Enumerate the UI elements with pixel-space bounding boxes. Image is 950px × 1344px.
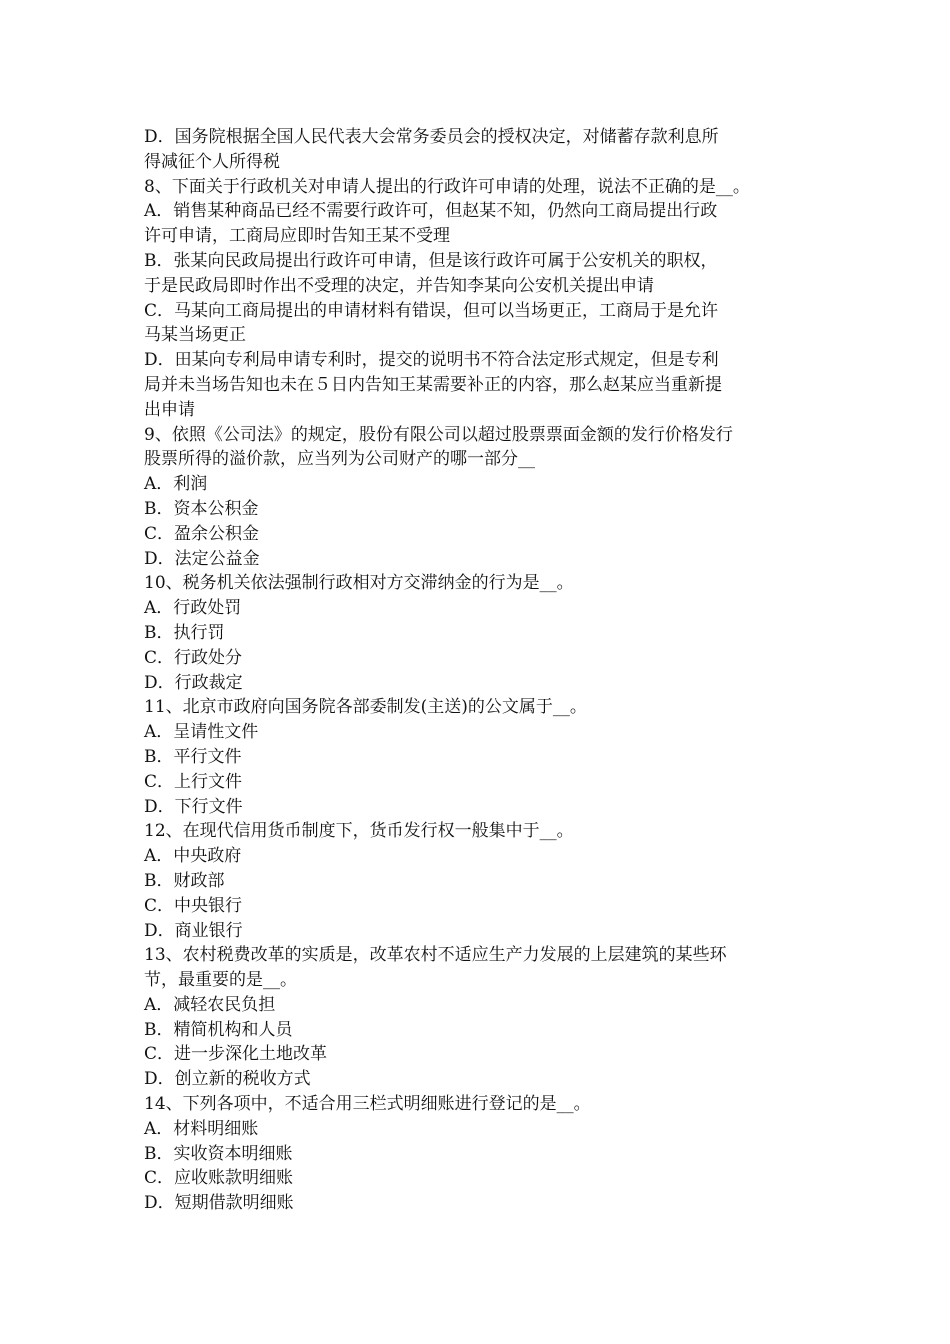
option-a: A．呈请性文件 bbox=[144, 722, 259, 743]
option-a: A．材料明细账 bbox=[144, 1118, 259, 1139]
option-c: C．进一步深化土地改革 bbox=[144, 1044, 328, 1065]
text-line: 股票所得的溢价款，应当列为公司财产的哪一部分__ bbox=[144, 449, 535, 470]
option-c: C．盈余公积金 bbox=[144, 523, 260, 544]
option-d: D．短期借款明细账 bbox=[144, 1193, 294, 1214]
option-a: A．减轻农民负担 bbox=[144, 994, 276, 1015]
text-line: 许可申请，工商局应即时告知王某不受理 bbox=[144, 226, 450, 247]
option-c: C．马某向工商局提出的申请材料有错误，但可以当场更正，工商局于是允许 bbox=[144, 300, 719, 321]
option-b: B．精简机构和人员 bbox=[144, 1019, 293, 1040]
option-b: B．执行罚 bbox=[144, 622, 225, 643]
option-b: B．平行文件 bbox=[144, 746, 242, 767]
option-a: A．行政处罚 bbox=[144, 598, 242, 619]
option-c: C．行政处分 bbox=[144, 647, 243, 668]
option-d: D．创立新的税收方式 bbox=[144, 1069, 311, 1090]
option-d: D．田某向专利局申请专利时，提交的说明书不符合法定形式规定，但是专利 bbox=[144, 350, 719, 371]
option-a: A．中央政府 bbox=[144, 846, 242, 867]
question-14: 14、下列各项中，不适合用三栏式明细账进行登记的是__。 bbox=[144, 1094, 591, 1115]
option-b: B．资本公积金 bbox=[144, 498, 259, 519]
text-line: 局并未当场告知也未在５日内告知王某需要补正的内容，那么赵某应当重新提 bbox=[144, 374, 722, 395]
question-8: 8、下面关于行政机关对申请人提出的行政许可申请的处理，说法不正确的是__。 bbox=[144, 176, 750, 197]
option-b: B．财政部 bbox=[144, 870, 225, 891]
question-9: 9、依照《公司法》的规定，股份有限公司以超过股票票面金额的发行价格发行 bbox=[144, 424, 733, 445]
document-page bbox=[144, 125, 814, 1216]
option-b: B．实收资本明细账 bbox=[144, 1143, 293, 1164]
option-d: D．法定公益金 bbox=[144, 548, 260, 569]
option-c: C．应收账款明细账 bbox=[144, 1168, 294, 1189]
text-line: 出申请 bbox=[144, 399, 195, 420]
option-b: B．张某向民政局提出行政许可申请，但是该行政许可属于公安机关的职权， bbox=[144, 250, 718, 271]
option-d: D．下行文件 bbox=[144, 796, 243, 817]
option-d: D．商业银行 bbox=[144, 920, 243, 941]
question-10: 10、税务机关依法强制行政相对方交滞纳金的行为是__。 bbox=[144, 573, 574, 594]
option-d: D．行政裁定 bbox=[144, 672, 243, 693]
option-c: C．上行文件 bbox=[144, 771, 243, 792]
question-12: 12、在现代信用货币制度下，货币发行权一般集中于__。 bbox=[144, 821, 574, 842]
question-11: 11、北京市政府向国务院各部委制发(主送)的公文属于__。 bbox=[144, 697, 587, 718]
option-c: C．中央银行 bbox=[144, 895, 243, 916]
option-a: A．销售某种商品已经不需要行政许可，但赵某不知，仍然向工商局提出行政 bbox=[144, 201, 718, 222]
text-line: 得减征个人所得税 bbox=[144, 151, 280, 172]
question-13: 13、农村税费改革的实质是，改革农村不适应生产力发展的上层建筑的某些环 bbox=[144, 945, 727, 966]
text-line: 马某当场更正 bbox=[144, 325, 246, 346]
text-line: 节，最重要的是__。 bbox=[144, 970, 297, 991]
text-line: 于是民政局即时作出不受理的决定，并告知李某向公安机关提出申请 bbox=[144, 275, 654, 296]
option-a: A．利润 bbox=[144, 474, 208, 495]
text-line: D．国务院根据全国人民代表大会常务委员会的授权决定，对储蓄存款利息所 bbox=[144, 127, 719, 147]
